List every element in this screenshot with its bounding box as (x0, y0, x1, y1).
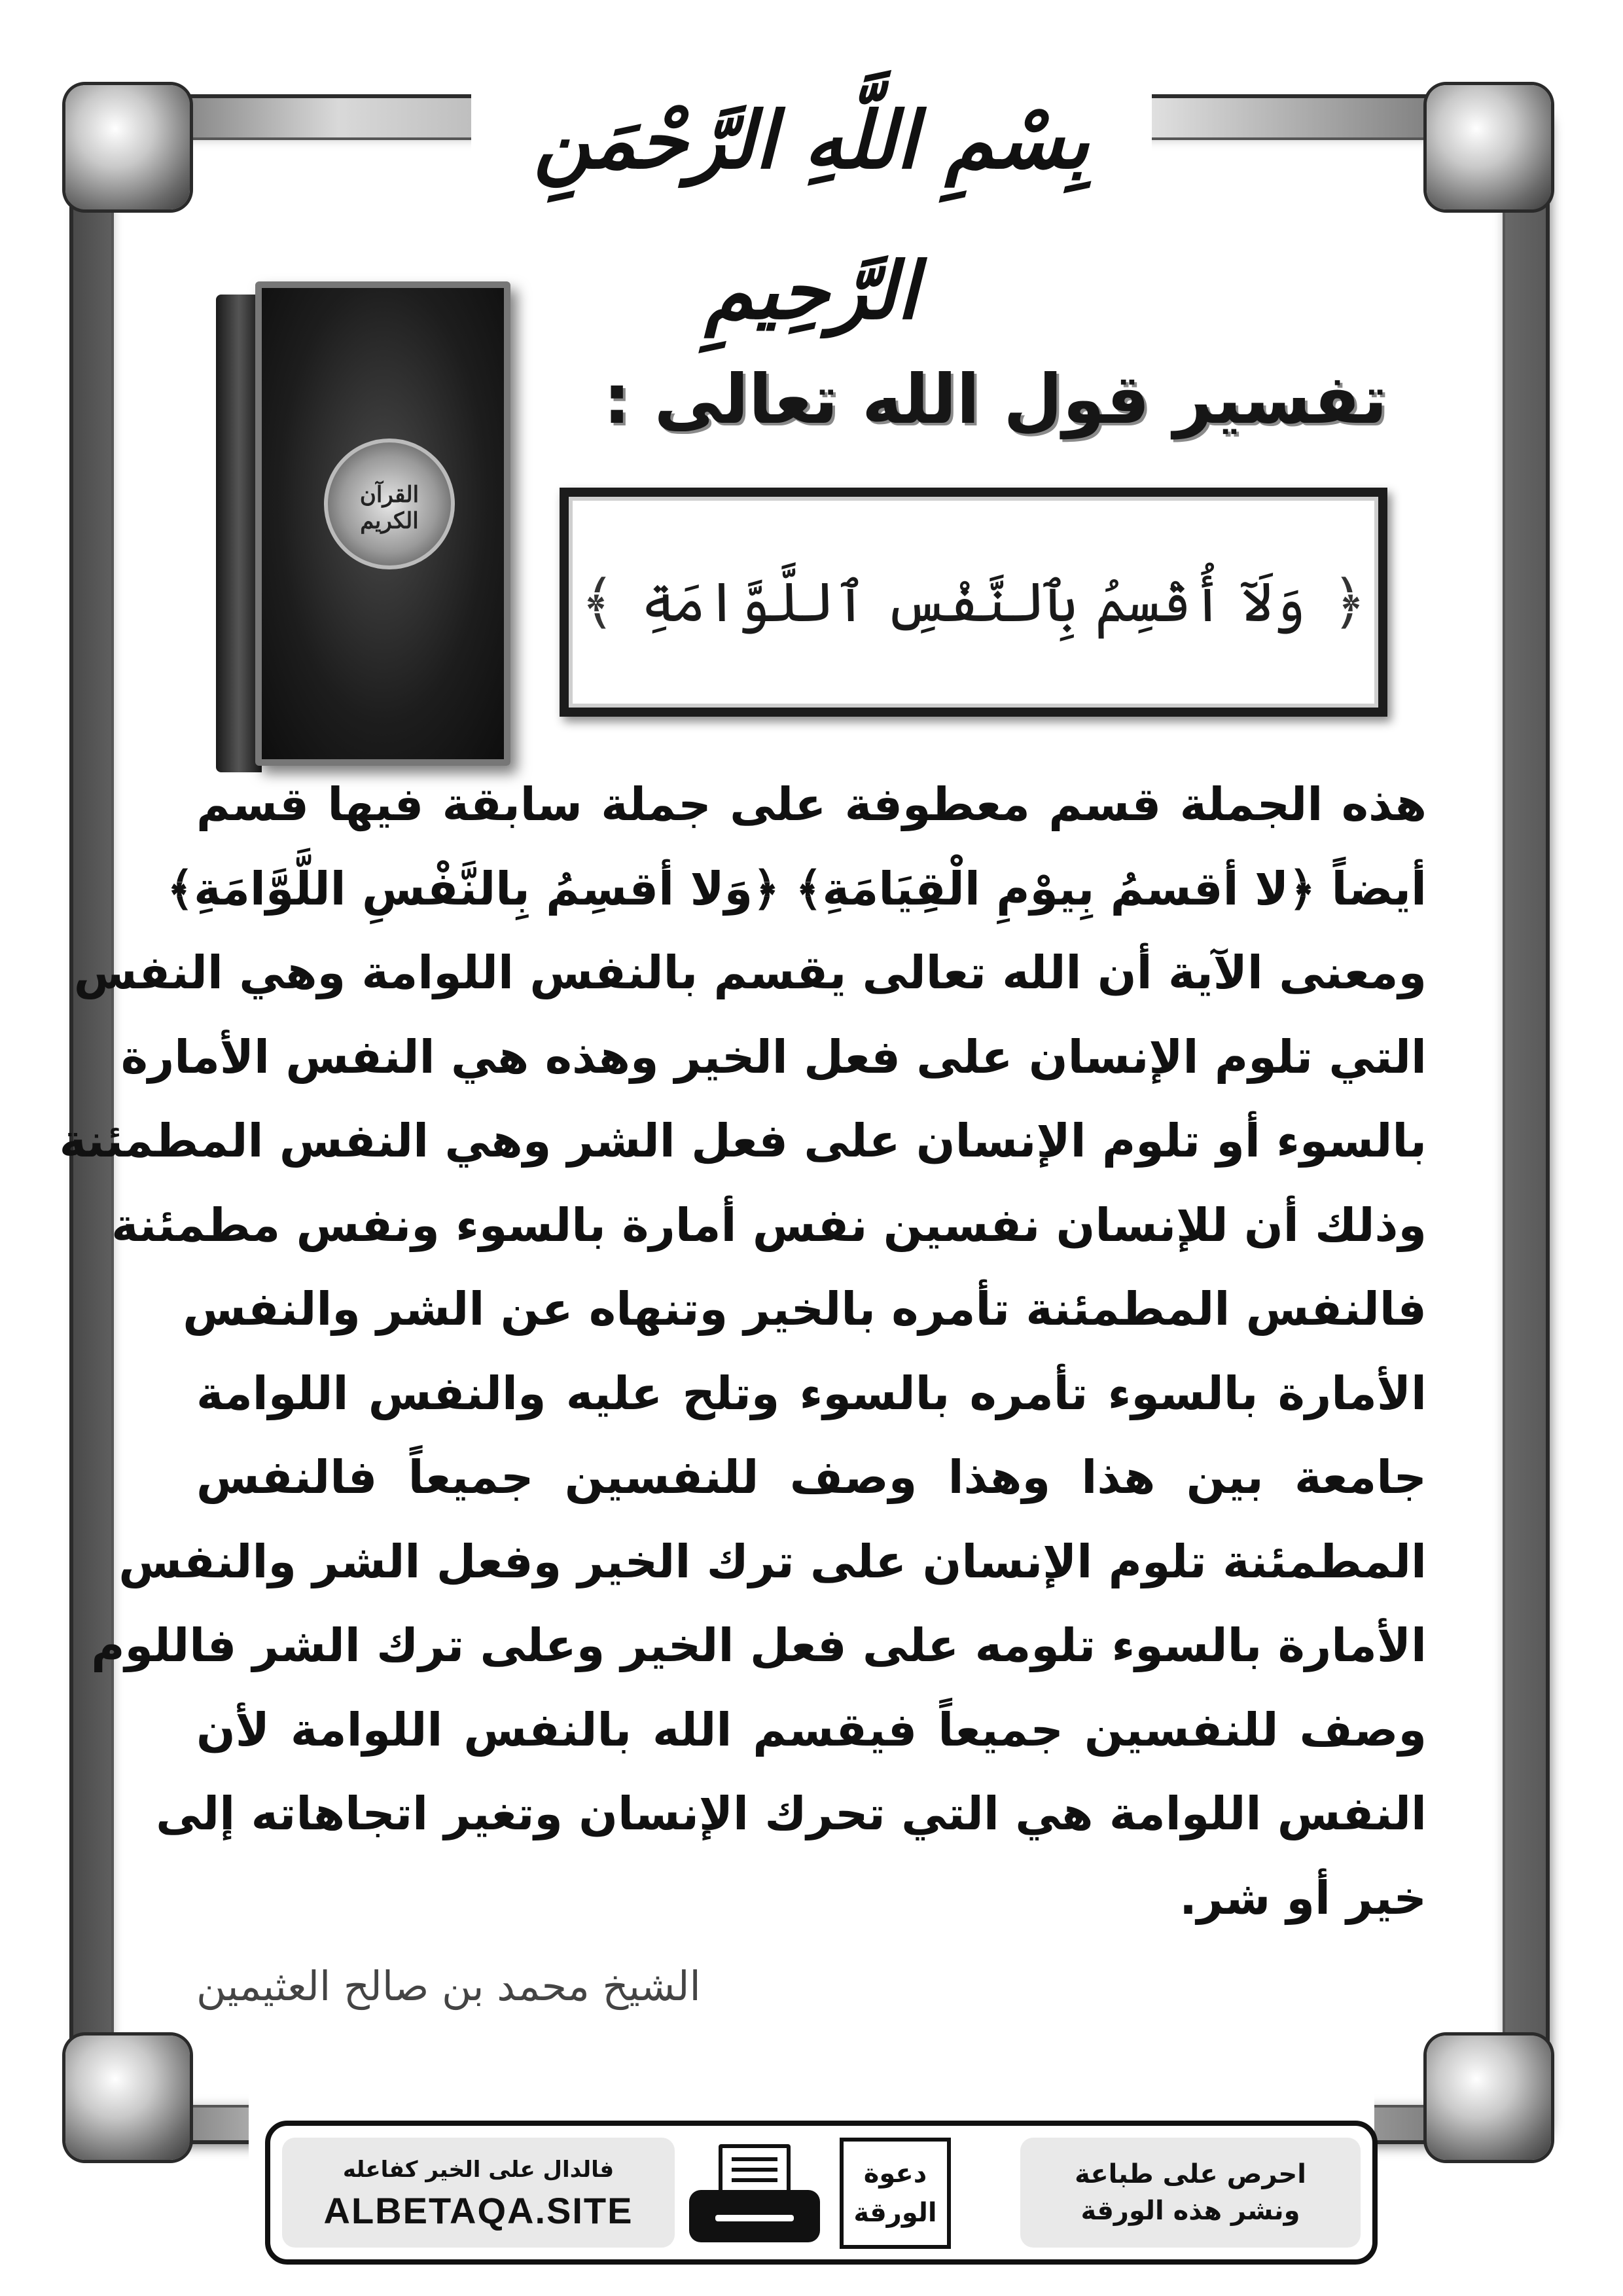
ornament-bracket-left: ﴾ (580, 567, 615, 637)
logo-line-1: دعوة (863, 2159, 927, 2189)
body-line: فالنفس المطمئنة تأمره بالخير وتنهاه عن الشر والنفس (183, 1282, 1427, 1336)
body-line: المطمئنة تلوم الإنسان على ترك الخير وفعل الشر والنفس (118, 1534, 1427, 1588)
book-medallion (324, 439, 455, 569)
frame-corner-bottom-left (65, 2036, 190, 2160)
body-line: الأمارة بالسوء تأمره بالسوء وتلح عليه والنفس اللوامة (196, 1366, 1427, 1420)
footer-site-link[interactable]: ALBETAQA.SITE (323, 2190, 633, 2231)
author-signature: الشيخ محمد بن صالح العثيمين (196, 1962, 701, 2010)
body-line: النفس اللوامة هي التي تحرك الإنسان وتغير اتجاهاته إلى (156, 1787, 1427, 1840)
quran-book-illustration (216, 281, 510, 779)
body-line: هذه الجملة قسم معطوفة على جملة سابقة فيها قسم (196, 778, 1427, 831)
reminder-line-1: احرص على طباعة (1075, 2159, 1306, 2189)
footer-tagline: فالدال على الخير كفاعله (342, 2157, 615, 2183)
frame-corner-bottom-right (1427, 2036, 1551, 2160)
reminder-line-2: ونشر هذه الورقة (1080, 2196, 1300, 2226)
frame-corner-top-right (1427, 85, 1551, 209)
body-line: ومعنى الآية أن الله تعالى يقسم بالنفس اللوامة وهي النفس (73, 946, 1427, 999)
printer-icon (689, 2144, 820, 2242)
book-cover (255, 281, 510, 766)
footer-website-panel (282, 2138, 675, 2248)
body-line: وذلك أن للإنسان نفسين نفس أمارة بالسوء ونفس مطمئنة (111, 1198, 1427, 1252)
body-line: بالسوء أو تلوم الإنسان على فعل الشر وهي النفس المطمئنة (59, 1114, 1427, 1168)
body-line: التي تلوم الإنسان على فعل الخير وهذه هي النفس الأمارة (120, 1030, 1427, 1084)
dawah-logo (840, 2138, 951, 2249)
basmala-calligraphy: بِسْمِ اللَّهِ الرَّحْمَنِ الرَّحِيمِ (533, 94, 1090, 337)
ornament-bracket-right: ﴿ (1332, 567, 1366, 637)
verse-box (560, 488, 1387, 717)
logo-line-2: الورقة (853, 2198, 937, 2228)
body-line: أيضاً ﴿لا أقسمُ بِيوْمِ الْقِيَامَةِ﴾ ﴿وَلا أقسِمُ بِالنَّفْسِ اللَّوَّامَةِ﴾ (167, 861, 1427, 916)
verse-text: وَلَآ أُقْسِمُ بِٱلنَّفْسِ ٱللَّوَّامَةِ (641, 570, 1306, 634)
frame-corner-top-left (65, 85, 190, 209)
tafsir-body (59, 762, 1427, 1940)
book-title: القرآن الكريم (359, 482, 419, 534)
body-line: وصف للنفسين جميعاً فيقسم الله بالنفس اللوامة لأن (196, 1702, 1427, 1757)
footer-print-reminder (1020, 2138, 1361, 2248)
body-line: الأمارة بالسوء تلومه على فعل الخير وعلى ترك الشر فاللوم (91, 1619, 1427, 1672)
body-line: جامعة بين هذا وهذا وصف للنفسين جميعاً فالنفس (196, 1450, 1427, 1504)
verse-line (569, 497, 1378, 708)
footer-banner (265, 2121, 1378, 2265)
page-title: تفسير قول الله تعالى : (603, 359, 1387, 439)
body-line: خير أو شر. (1179, 1871, 1427, 1925)
